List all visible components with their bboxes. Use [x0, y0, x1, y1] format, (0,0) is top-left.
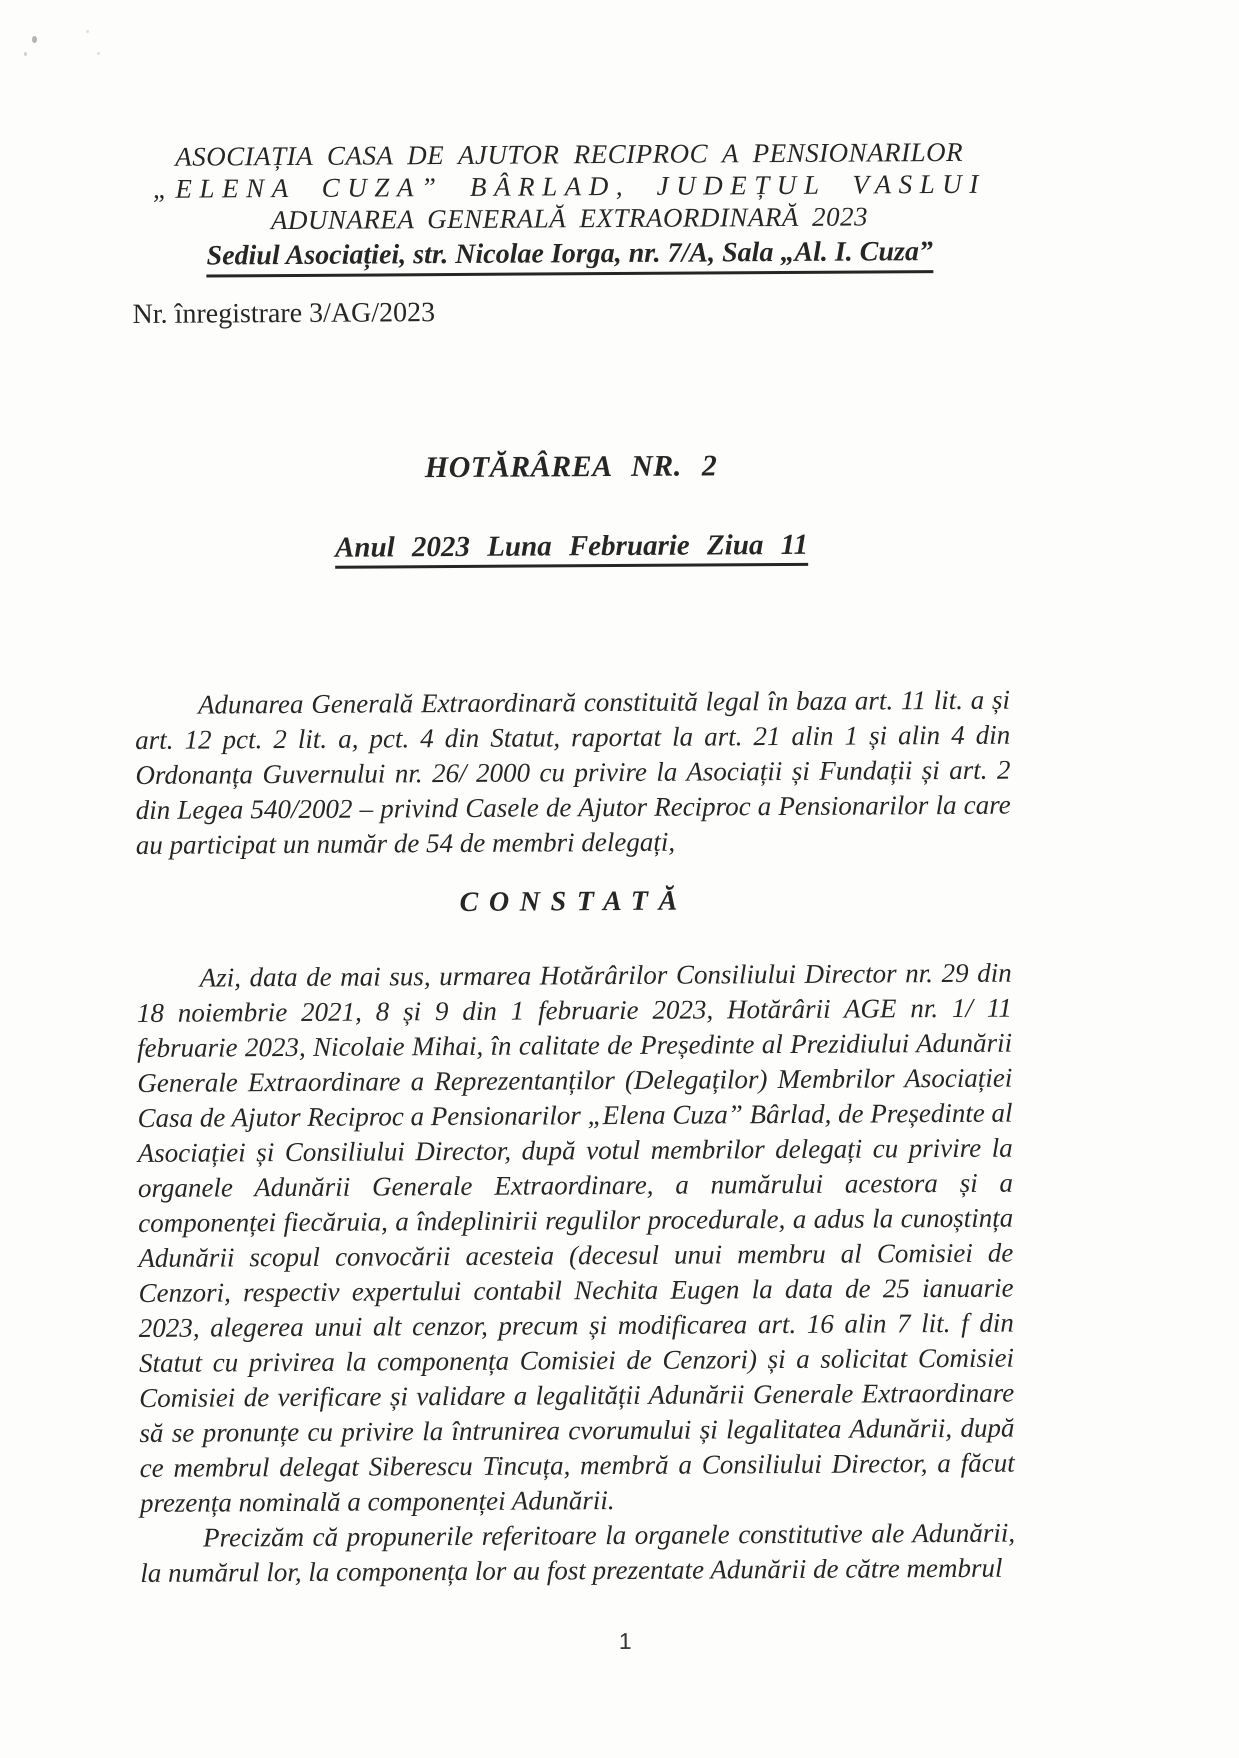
- document-content: [131, 0, 1016, 1591]
- decision-title: HOTĂRÂREA NR. 2: [424, 449, 718, 485]
- page-number: 1: [618, 1627, 632, 1655]
- assembly-location-text: Sediul Asociației, str. Nicolae Iorga, nr. 7/A, Sala „Al. I. Cuza”: [207, 236, 934, 277]
- decision-date: [134, 528, 1009, 566]
- constata-heading: CONSTATĂ: [459, 885, 688, 918]
- decision-date-text: Anul 2023 Luna Februarie Ziua 11: [335, 529, 808, 569]
- paragraph-findings: Azi, data de mai sus, urmarea Hotărârilor Consiliului Director nr. 29 din 18 noiembrie 2021, 8 și 9 din 1 februarie 2023, Hotărârii AGE nr. 1/ 11 februarie 2023, Nicolaie Mihai, în calitate de Președinte al Prezidiului Adunării Generale Extraordinare a Reprezentanților (Delegaților) Membrilor Asociației Casa de Ajutor Reciproc a Pensionarilor „Elena Cuza” Bârlad, de Președinte al Asociației și Consiliului Director, după votul membrilor delegați cu privire la organele Adunării Generale Extraordinare, a numărului acestora și a componenței fiecăruia, a îndeplinirii regulilor procedurale, a adus la cunoștința Adunării scopul convocării acesteia (decesul unui membru al Comisiei de Cenzori, respectiv expertului contabil Nechita Eugen la data de 25 ianuarie 2023, alegerea unui alt cenzor, precum și modificarea art. 16 alin 7 lit. f din Statut cu privirea la componența Comisiei de Cenzori) și a solicitat Comisiei Comisiei de verificare și validare a legalității Adunării Generale Extraordinare să se pronunțe cu privire la întrunirea cvorumului și legalitatea Adunării, după ce membrul delegat Siberescu Tincuța, membră a Consiliului Director, a făcut prezența nominală a componenței Adunării.: [136, 957, 1015, 1518]
- association-name: ASOCIAȚIA CASA DE AJUTOR RECIPROC A PENSIONARILOR: [175, 136, 964, 172]
- paragraph-legal-basis: Adunarea Generală Extraordinară constituită legal în baza art. 11 lit. a și art. 12 pct. 2 lit. a, pct. 4 din Statut, raportat la art. 21 alin 1 și alin 4 din Ordonanța Guvernului nr. 26/ 2000 cu privire la Asociații și Fundații și art. 2 din Legea 540/2002 – privind Casele de Ajutor Reciproc a Pensionarilor la care au participat un număr de 54 de membri delegați,: [135, 684, 1011, 860]
- association-branch: „ELENA CUZA” BÂRLAD, JUDEȚUL VASLUI: [152, 168, 986, 204]
- assembly-title: ADUNAREA GENERALĂ EXTRAORDINARĂ 2023: [270, 201, 869, 236]
- assembly-location: [132, 236, 1007, 273]
- paragraph-proposals: Precizăm că propunerile referitoare la organele constitutive ale Adunării, la numărul lor, la componența lor au fost prezentate Adunării de către membrul: [140, 1517, 1016, 1588]
- document-header: [131, 0, 1008, 273]
- registration-number: Nr. înregistrare 3/AG/2023: [132, 297, 436, 330]
